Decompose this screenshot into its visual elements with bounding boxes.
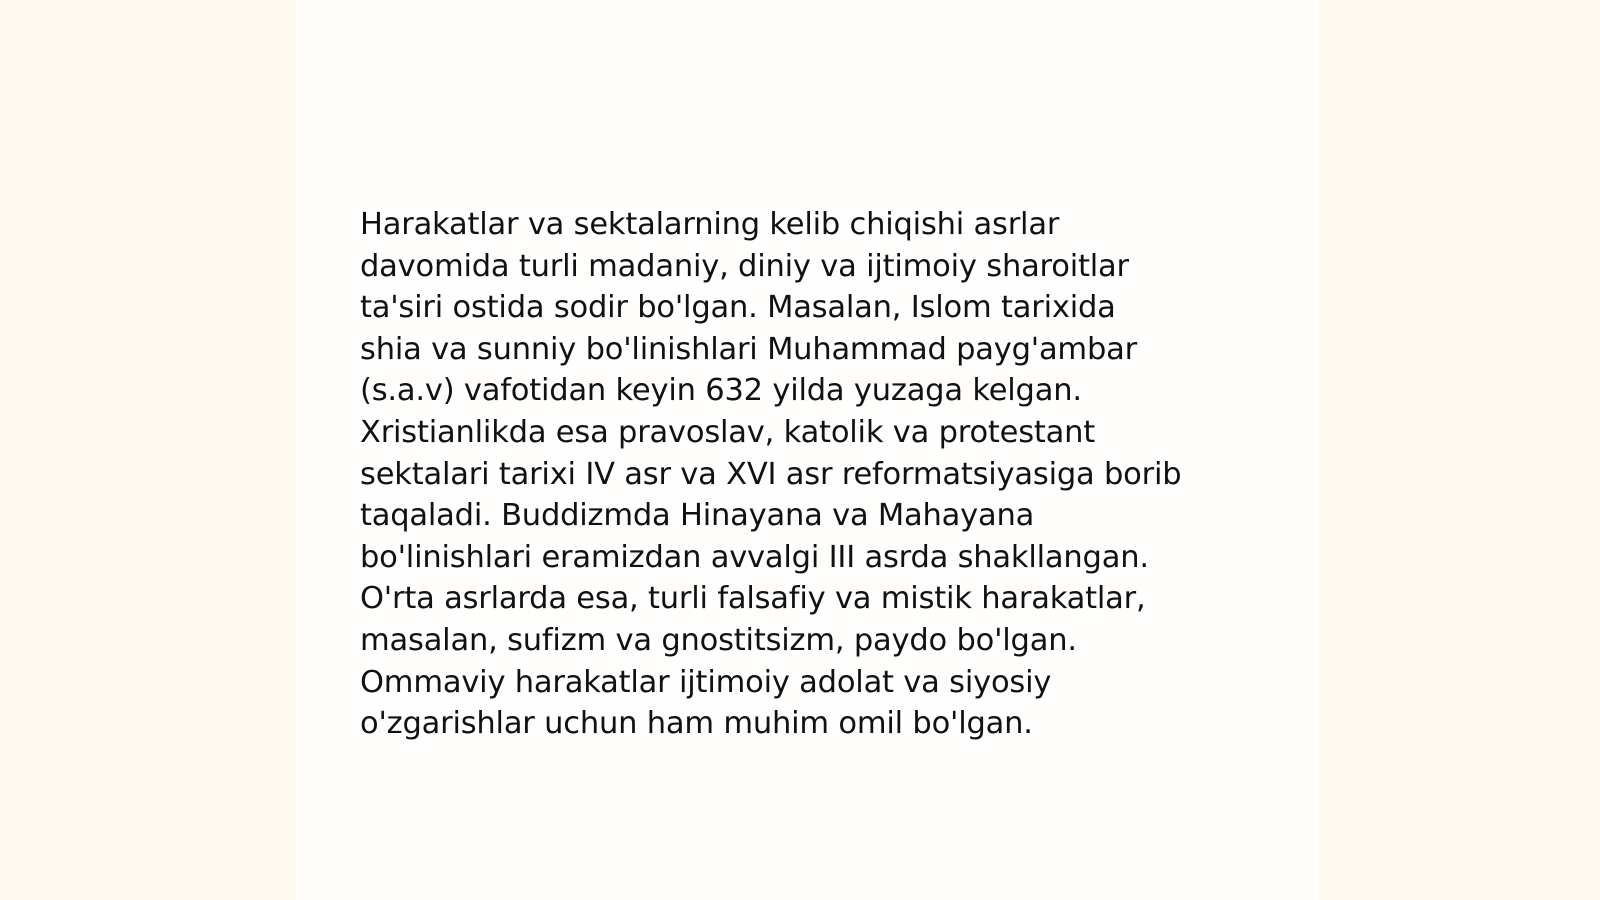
slide-page <box>296 0 1318 900</box>
text-line: Harakatlar va sektalarning kelib chiqishi asrlar <box>360 207 1060 242</box>
text-line: O'rta asrlarda esa, turli falsafiy va mistik harakatlar, <box>360 581 1146 617</box>
text-line: davomida turli madaniy, diniy va ijtimoiy sharoitlar <box>360 248 1129 284</box>
text-line: masalan, sufizm va gnostitsizm, paydo bo'lgan. <box>360 622 1077 658</box>
text-line: o'zgarishlar uchun ham muhim omil bo'lgan. <box>360 706 1033 742</box>
text-line: Xristianlikda esa pravoslav, katolik va protestant <box>360 414 1096 450</box>
text-line: taqaladi. Buddizmda Hinayana va Mahayana <box>360 498 1035 534</box>
text-line: ta'siri ostida sodir bo'lgan. Masalan, Islom tarixida <box>360 290 1116 326</box>
slide-body-text <box>360 204 1260 745</box>
text-line: sektalari tarixi IV asr va XVI asr reformatsiyasiga borib <box>360 456 1182 492</box>
text-line: Ommaviy harakatlar ijtimoiy adolat va siyosiy <box>360 664 1052 700</box>
text-line: bo'linishlari eramizdan avvalgi III asrda shakllangan. <box>360 539 1149 575</box>
text-line: shia va sunniy bo'linishlari Muhammad payg'ambar <box>360 331 1137 367</box>
text-line: (s.a.v) vafotidan keyin 632 yilda yuzaga kelgan. <box>360 373 1082 409</box>
